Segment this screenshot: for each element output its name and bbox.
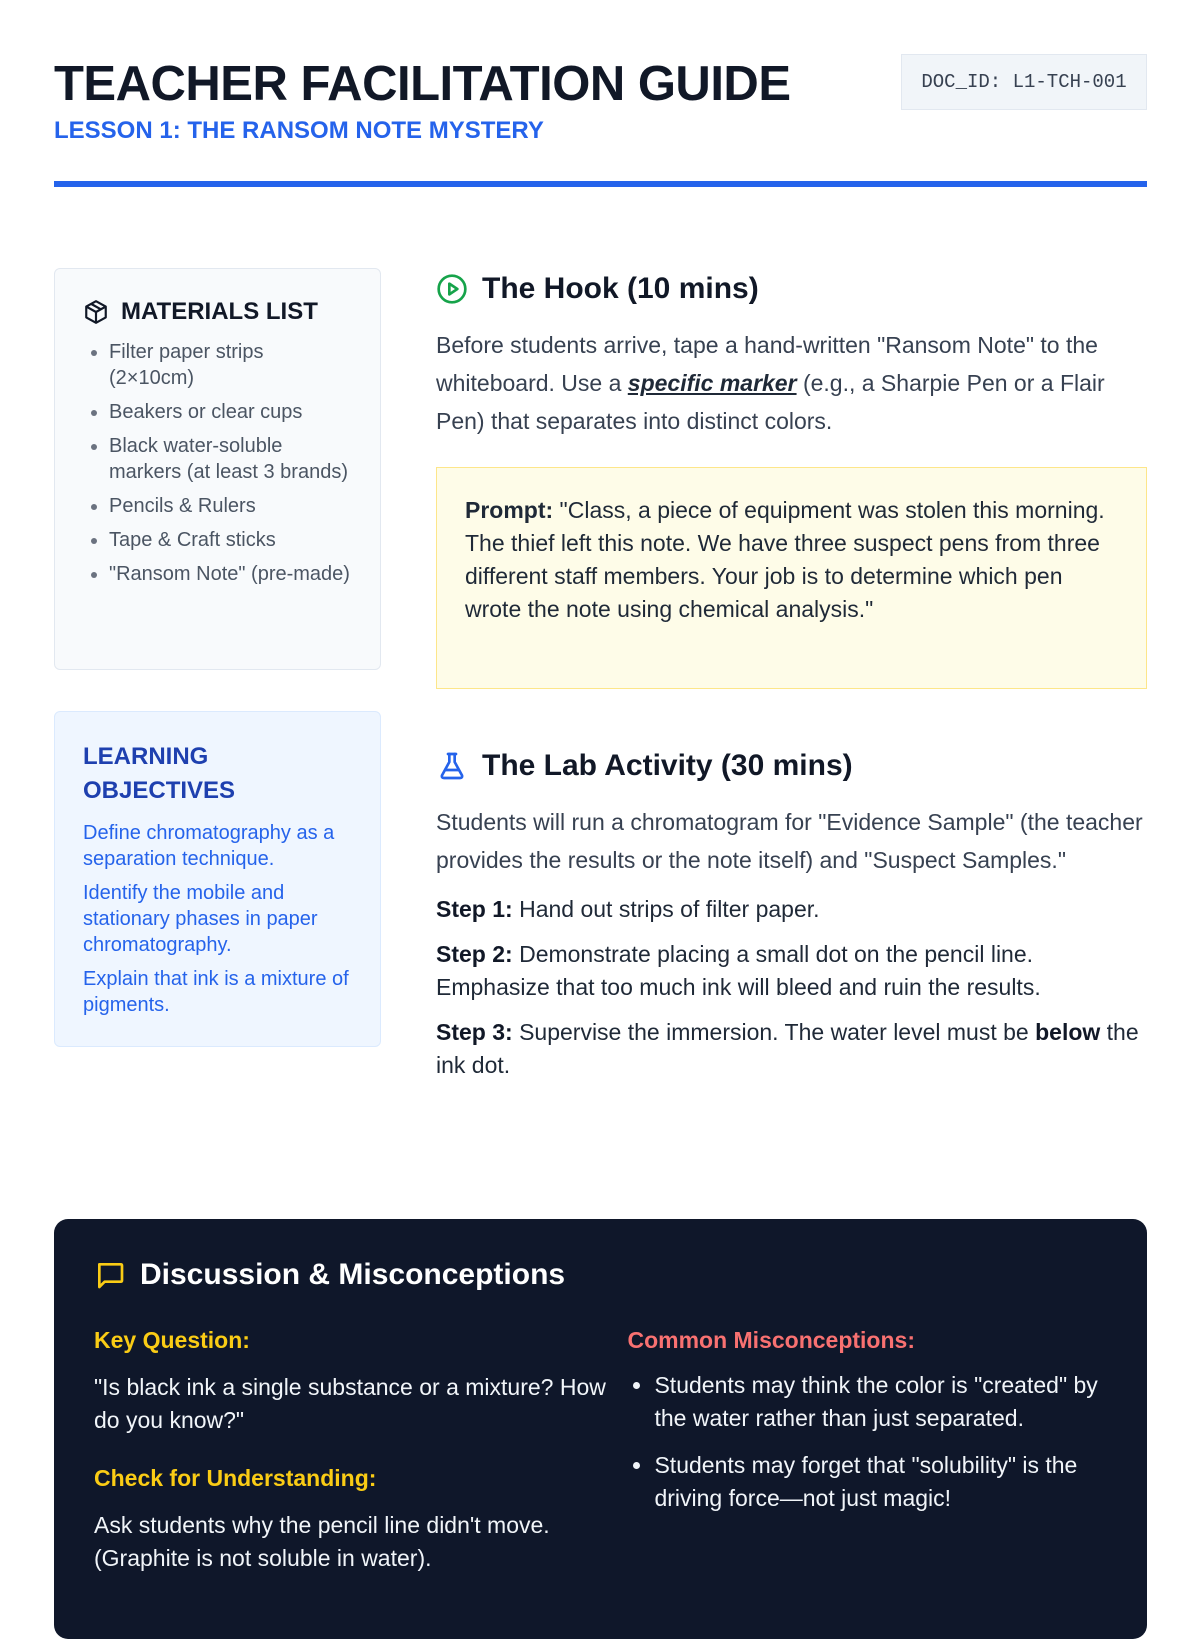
lab-section xyxy=(436,747,1147,1094)
step-emphasis: below xyxy=(1035,1019,1101,1045)
step-text: Supervise the immersion. The water level must be xyxy=(512,1019,1036,1045)
objective-item: Explain that ink is a mixture of pigments. xyxy=(83,968,349,1016)
step-label: Step 3: xyxy=(436,1019,513,1045)
materials-card xyxy=(54,268,381,670)
hook-title: The Hook (10 mins) xyxy=(482,272,759,305)
hook-section xyxy=(436,270,1147,689)
materials-list xyxy=(83,339,354,587)
chat-icon xyxy=(94,1259,126,1291)
key-question-text: "Is black ink a single substance or a mixture? How do you know?" xyxy=(94,1374,606,1433)
lab-intro: Students will run a chromatogram for "Evidence Sample" (the teacher provides the results or the note itself) and "Suspect Samples." xyxy=(436,809,1143,873)
discussion-right-column xyxy=(627,1325,1107,1575)
misconceptions-label: Common Misconceptions: xyxy=(627,1327,915,1353)
box-icon xyxy=(83,299,109,325)
list-item: • Black water-soluble markers (at least 3 brands) xyxy=(109,433,354,485)
step-label: Step 2: xyxy=(436,941,513,967)
lesson-subtitle: LESSON 1: THE RANSOM NOTE MYSTERY xyxy=(54,117,544,144)
step-text: Hand out strips of filter paper. xyxy=(512,896,820,922)
discussion-left-column xyxy=(94,1325,627,1575)
hook-description xyxy=(436,326,1147,440)
misconceptions-list xyxy=(627,1369,1107,1515)
list-item: • Tape & Craft sticks xyxy=(109,527,354,553)
hook-text: (e.g., a Sharpie Pen or a Flair Pen) that separates into distinct colors. xyxy=(436,370,1105,434)
lab-steps xyxy=(436,893,1147,1082)
hook-text: Before students arrive, tape a hand-written "Ransom Note" to the whiteboard. Use a xyxy=(436,332,1098,396)
page-title: TEACHER FACILITATION GUIDE xyxy=(54,57,791,111)
prompt-text: "Class, a piece of equipment was stolen this morning. The thief left this note. We have three suspect pens from three different staff members. Your job is to determine which pen wrote the note using chemical analysis." xyxy=(465,497,1105,622)
list-item: • "Ransom Note" (pre-made) xyxy=(109,561,354,587)
check-text: Ask students why the pencil line didn't move. (Graphite is not soluble in water). xyxy=(94,1512,550,1571)
step-1 xyxy=(436,893,1147,926)
step-3 xyxy=(436,1016,1147,1082)
objective-item: Define chromatography as a separation technique. xyxy=(83,822,335,870)
prompt-label: Prompt: xyxy=(465,497,554,523)
flask-icon xyxy=(436,750,468,782)
list-item: • Beakers or clear cups xyxy=(109,399,354,425)
list-item: • Students may forget that "solubility" is the driving force—not just magic! xyxy=(654,1449,1107,1515)
check-label: Check for Understanding: xyxy=(94,1465,377,1491)
list-item: • Students may think the color is "created" by the water rather than just separated. xyxy=(654,1369,1107,1435)
step-label: Step 1: xyxy=(436,896,513,922)
key-question-label: Key Question: xyxy=(94,1327,250,1353)
step-2 xyxy=(436,938,1147,1004)
list-item: • Pencils & Rulers xyxy=(109,493,354,519)
objectives-list xyxy=(83,820,354,1018)
specific-marker-emphasis: specific marker xyxy=(627,370,797,396)
header-divider xyxy=(54,181,1147,187)
objective-item: Identify the mobile and stationary phases in paper chromatography. xyxy=(83,882,318,956)
step-text: the ink dot. xyxy=(436,1019,1139,1078)
doc-id-badge: DOC_ID: L1-TCH-001 xyxy=(901,54,1147,110)
objectives-title: LEARNING OBJECTIVES xyxy=(83,743,236,804)
discussion-title: Discussion & Misconceptions xyxy=(140,1258,566,1291)
list-item: • Filter paper strips (2×10cm) xyxy=(109,339,354,391)
step-text: Demonstrate placing a small dot on the pencil line. Emphasize that too much ink will bleed and ruin the results. xyxy=(436,941,1041,1000)
discussion-panel xyxy=(54,1219,1147,1639)
play-circle-icon xyxy=(436,273,468,305)
objectives-card xyxy=(54,711,381,1047)
prompt-callout xyxy=(436,467,1147,689)
materials-title: MATERIALS LIST xyxy=(121,298,318,325)
lab-title: The Lab Activity (30 mins) xyxy=(482,749,853,782)
